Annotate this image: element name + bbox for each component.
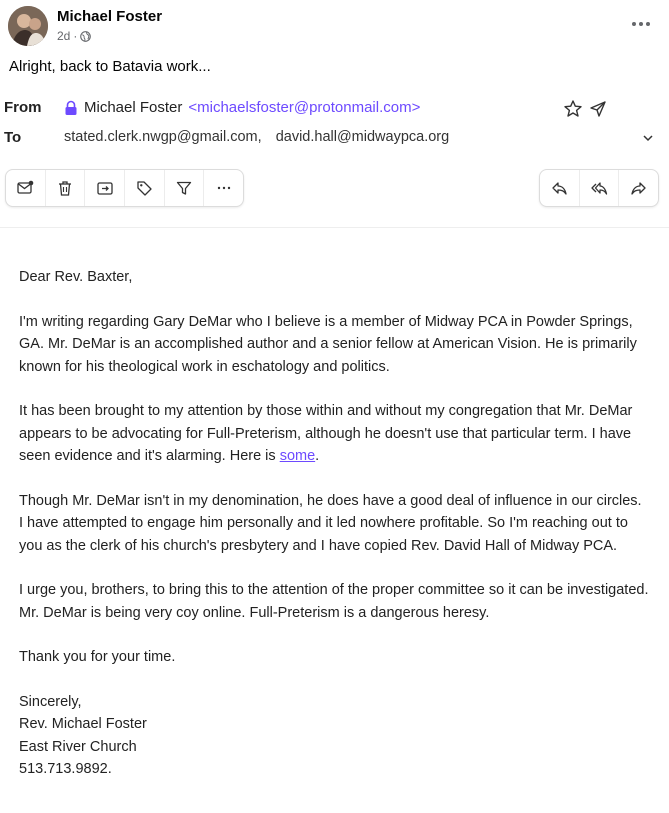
evidence-link[interactable]: some — [279, 448, 316, 464]
paragraph-4: I urge you, brothers, to bring this to the attention of the proper committee so it can be investigated. Mr. DeMar is being very coy online. Full-Preterism is a dangerous heresy. — [19, 582, 649, 621]
lock-icon — [64, 100, 78, 116]
from-label: From — [4, 99, 42, 116]
signature — [19, 691, 649, 781]
chevron-down-icon[interactable] — [640, 130, 660, 150]
greeting: Dear Rev. Baxter, — [19, 269, 133, 285]
post-author[interactable]: Michael Foster — [57, 8, 163, 25]
paragraph-3: Though Mr. DeMar isn't in my denomination, he does have a good deal of influence in our circles. I have attempted to engage him personally and it led nowhere profitable. So I'm reaching out to you as the clerk of his church's presbytery and I have copied Rev. David Hall of Midway PCA. — [19, 492, 642, 554]
email-screenshot — [0, 90, 669, 813]
more-dots-icon[interactable] — [629, 12, 653, 36]
mark-unread-icon[interactable] — [6, 170, 46, 206]
globe-icon[interactable] — [80, 31, 91, 42]
recipient-2[interactable]: david.hall@midwaypca.org — [275, 129, 450, 145]
header-divider — [0, 227, 669, 228]
email-body — [19, 266, 649, 803]
post-time[interactable]: 2d — [57, 29, 71, 43]
paragraph-1: I'm writing regarding Gary DeMar who I believe is a member of Midway PCA in Powder Springs, GA. Mr. DeMar is an accomplished author and a senior fellow at American Vision. He is primarily known for his theological work in eschatology and politics. — [19, 313, 637, 375]
thanks-line: Thank you for your time. — [19, 649, 176, 665]
recipients — [64, 129, 449, 145]
post-header — [0, 0, 669, 56]
sender-name[interactable]: Michael Foster — [84, 99, 183, 116]
paragraph-2: It has been brought to my attention by those within and without my congregation that Mr. DeMar appears to be advocating for Full-Preterism, although he doesn't use that particular term. I have seen evidence and it's alarming. Here is some. — [19, 403, 633, 464]
reply-toolbar — [539, 169, 659, 207]
sig-name: Rev. Michael Foster — [19, 716, 147, 732]
to-label: To — [4, 129, 22, 146]
star-icon[interactable] — [563, 99, 583, 119]
avatar[interactable] — [8, 6, 48, 46]
sig-closing: Sincerely, — [19, 693, 82, 710]
reply-all-icon[interactable] — [580, 170, 620, 206]
trash-icon[interactable] — [46, 170, 86, 206]
to-row — [0, 127, 669, 151]
reply-icon[interactable] — [540, 170, 580, 206]
message-toolbar — [5, 169, 244, 207]
filter-icon[interactable] — [165, 170, 205, 206]
more-icon[interactable] — [204, 170, 243, 206]
sig-phone: 513.713.9892. — [19, 761, 112, 777]
label-icon[interactable] — [125, 170, 165, 206]
from-row — [0, 97, 669, 121]
post-meta: 2d · — [57, 29, 91, 43]
post-caption: Alright, back to Batavia work... — [9, 58, 211, 75]
forward-icon[interactable] — [619, 170, 658, 206]
sender-email[interactable]: <michaelsfoster@protonmail.com> — [188, 99, 421, 116]
from-value — [64, 99, 420, 116]
sig-church: East River Church — [19, 738, 137, 755]
move-icon[interactable] — [85, 170, 125, 206]
send-icon[interactable] — [588, 99, 608, 119]
recipient-1[interactable]: stated.clerk.nwgp@gmail.com, — [64, 129, 262, 145]
